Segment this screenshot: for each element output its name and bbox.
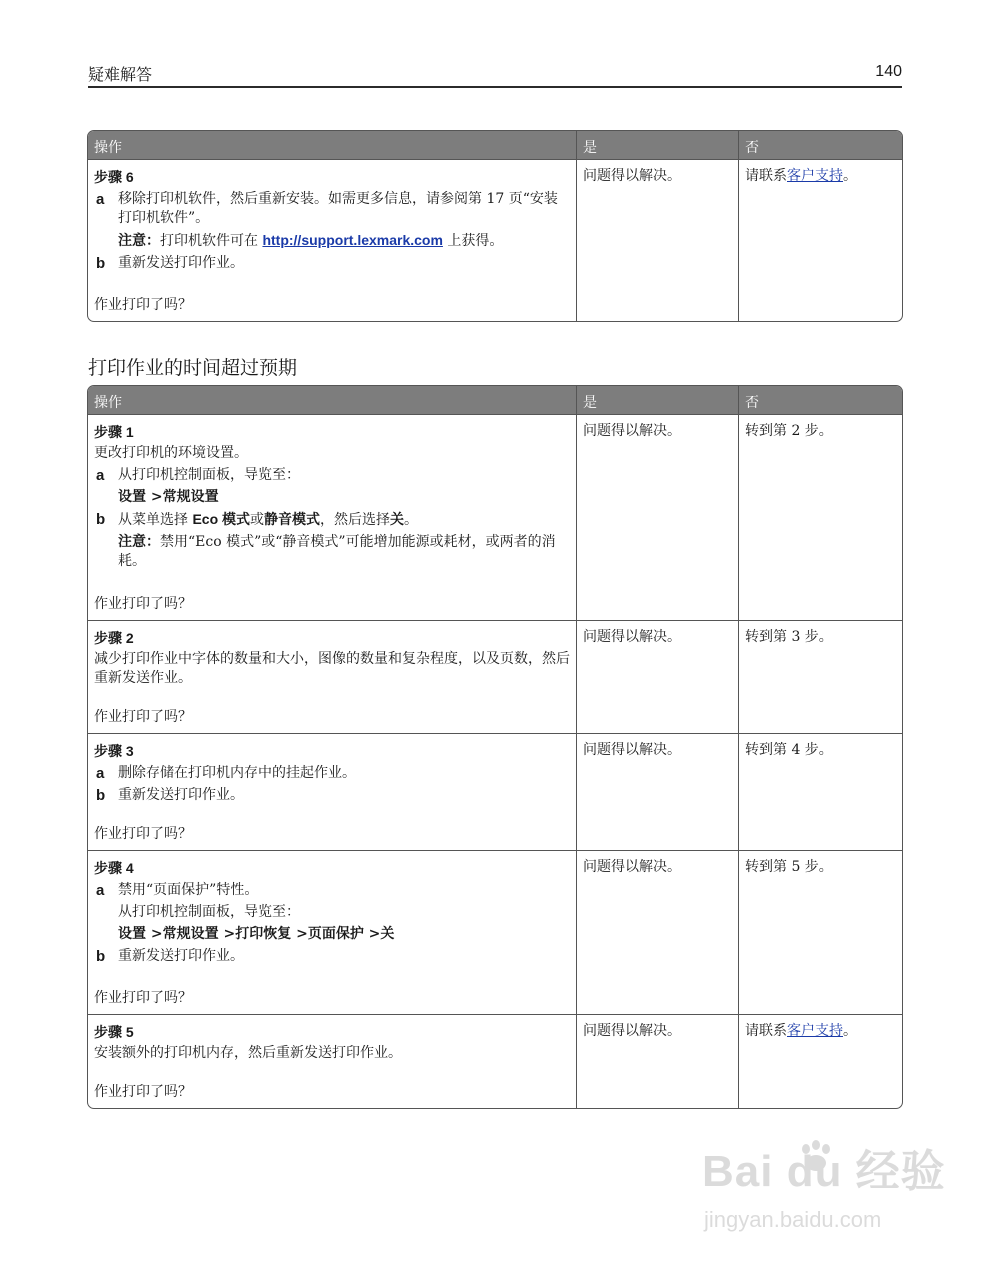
substep-text: 移除打印机软件，然后重新安装。如需更多信息，请参阅第 17 页“安装打印机软件”。 — [118, 191, 558, 226]
step-title: 步骤 1 — [94, 424, 134, 440]
no-cell: 转到第 4 步。 — [745, 742, 833, 758]
step-title: 步骤 6 — [94, 169, 134, 185]
step-text: 减少打印作业中字体的数量和大小，图像的数量和复杂程度，以及页数，然后重新发送作业。 — [94, 651, 570, 686]
note — [94, 231, 570, 251]
yes-cell: 问题得以解决。 — [577, 621, 739, 733]
substep-a — [94, 190, 570, 228]
question-text: 作业打印了吗？ — [94, 990, 192, 1006]
yes-cell: 问题得以解决。 — [577, 415, 739, 620]
yes-cell: 问题得以解决。 — [577, 160, 739, 321]
troubleshooting-table-2 — [87, 385, 903, 1109]
step-text: 安装额外的打印机内存，然后重新发送打印作业。 — [94, 1045, 402, 1061]
substep-text: 重新发送打印作业。 — [118, 787, 244, 803]
action-cell — [88, 415, 577, 620]
yes-cell: 问题得以解决。 — [577, 734, 739, 850]
no-cell: 转到第 2 步。 — [745, 423, 833, 439]
column-header-action: 操作 — [88, 131, 577, 159]
substep-b — [94, 254, 570, 273]
note-label: 注意： — [118, 233, 160, 249]
substep-letter: b — [96, 787, 106, 804]
step-title: 步骤 4 — [94, 860, 134, 876]
watermark-url: jingyan.baidu.com — [704, 1207, 882, 1232]
no-cell — [739, 160, 902, 321]
page-number: 140 — [875, 63, 902, 80]
action-cell — [88, 851, 577, 1014]
customer-support-link[interactable]: 客户支持 — [787, 168, 843, 184]
substep-text: 重新发送打印作业。 — [118, 255, 244, 271]
no-cell — [739, 1015, 902, 1108]
menu-path: 设置 >常规设置 >打印恢复 >页面保护 >关 — [118, 926, 395, 942]
no-text: 请联系 — [745, 1023, 787, 1039]
substep-letter: a — [96, 191, 105, 208]
substep-text: 重新发送打印作业。 — [118, 948, 244, 964]
substep-b — [94, 947, 570, 966]
substep-text: 删除存储在打印机内存中的挂起作业。 — [118, 765, 356, 781]
question-text: 作业打印了吗？ — [94, 826, 192, 842]
action-cell — [88, 621, 577, 733]
question-text: 作业打印了吗？ — [94, 1084, 192, 1100]
note-text: 禁用“Eco 模式”或“静音模式”可能增加能源或耗材，或两者的消耗。 — [118, 534, 556, 569]
substep-text: 禁用“页面保护”特性。 — [118, 882, 259, 898]
menu-path: 设置 >常规设置 — [118, 489, 219, 505]
substep-a — [94, 764, 570, 783]
header-title: 疑难解答 — [88, 65, 153, 84]
quiet-mode-label: 静音模式 — [264, 512, 321, 528]
column-header-yes: 是 — [577, 131, 739, 159]
action-cell — [88, 734, 577, 850]
eco-mode-label: Eco 模式 — [192, 511, 251, 527]
troubleshooting-table-1 — [87, 130, 903, 322]
table-row-step-4 — [88, 850, 902, 1014]
step-title: 步骤 3 — [94, 743, 134, 759]
substep-a — [94, 466, 570, 485]
table-header — [88, 131, 902, 159]
substep-letter: b — [96, 511, 106, 528]
customer-support-link[interactable]: 客户支持 — [787, 1023, 843, 1039]
note-text: 打印机软件可在 — [160, 233, 263, 249]
table-row-step-3 — [88, 733, 902, 850]
column-header-no: 否 — [745, 140, 759, 156]
note-text-end: 上获得。 — [442, 233, 504, 249]
action-cell — [88, 1015, 577, 1108]
step-intro: 更改打印机的环境设置。 — [94, 445, 248, 461]
page-header — [88, 62, 902, 88]
no-text: 请联系 — [745, 168, 787, 184]
yes-cell: 问题得以解决。 — [577, 1015, 739, 1108]
question-text: 作业打印了吗？ — [94, 709, 192, 725]
text-part: 或 — [250, 512, 265, 528]
baidu-jingyan-watermark — [700, 1135, 950, 1245]
note-label: 注意： — [118, 534, 160, 550]
column-header-no: 否 — [745, 395, 759, 411]
step-title: 步骤 5 — [94, 1024, 134, 1040]
step-title: 步骤 2 — [94, 630, 134, 646]
substep-detail: 从打印机控制面板，导览至： — [118, 904, 300, 920]
no-cell: 转到第 5 步。 — [745, 859, 833, 875]
substep-letter: a — [96, 467, 105, 484]
support-link[interactable]: http://support.lexmark.com — [262, 232, 443, 248]
substep-a — [94, 881, 570, 900]
table-row-step-6 — [88, 159, 902, 321]
no-text-end: 。 — [843, 1023, 857, 1039]
table-row-step-1 — [88, 414, 902, 620]
substep-text: 从打印机控制面板，导览至： — [118, 467, 300, 483]
substep-letter: a — [96, 882, 105, 899]
paw-icon — [796, 1137, 836, 1177]
column-header-yes: 是 — [577, 386, 739, 414]
question-text: 作业打印了吗？ — [94, 297, 192, 313]
substep-b — [94, 786, 570, 805]
column-header-action: 操作 — [88, 386, 577, 414]
table-row-step-2 — [88, 620, 902, 733]
no-text-end: 。 — [843, 168, 857, 184]
question-text: 作业打印了吗？ — [94, 596, 192, 612]
substep-letter: b — [96, 948, 106, 965]
off-label: 关 — [390, 512, 405, 528]
substep-text — [118, 510, 570, 530]
action-cell — [88, 160, 577, 321]
text-part: 。 — [404, 512, 419, 528]
note — [94, 533, 570, 571]
substep-b — [94, 510, 570, 530]
section-title: 打印作业的时间超过预期 — [88, 357, 298, 379]
watermark-logo: Bai du 经验 — [702, 1147, 946, 1196]
text-part: 从菜单选择 — [118, 512, 193, 528]
yes-cell: 问题得以解决。 — [577, 851, 739, 1014]
no-cell: 转到第 3 步。 — [745, 629, 833, 645]
table-header — [88, 386, 902, 414]
substep-letter: b — [96, 255, 106, 272]
text-part: ，然后选择 — [320, 512, 391, 528]
substep-letter: a — [96, 765, 105, 782]
table-row-step-5 — [88, 1014, 902, 1108]
